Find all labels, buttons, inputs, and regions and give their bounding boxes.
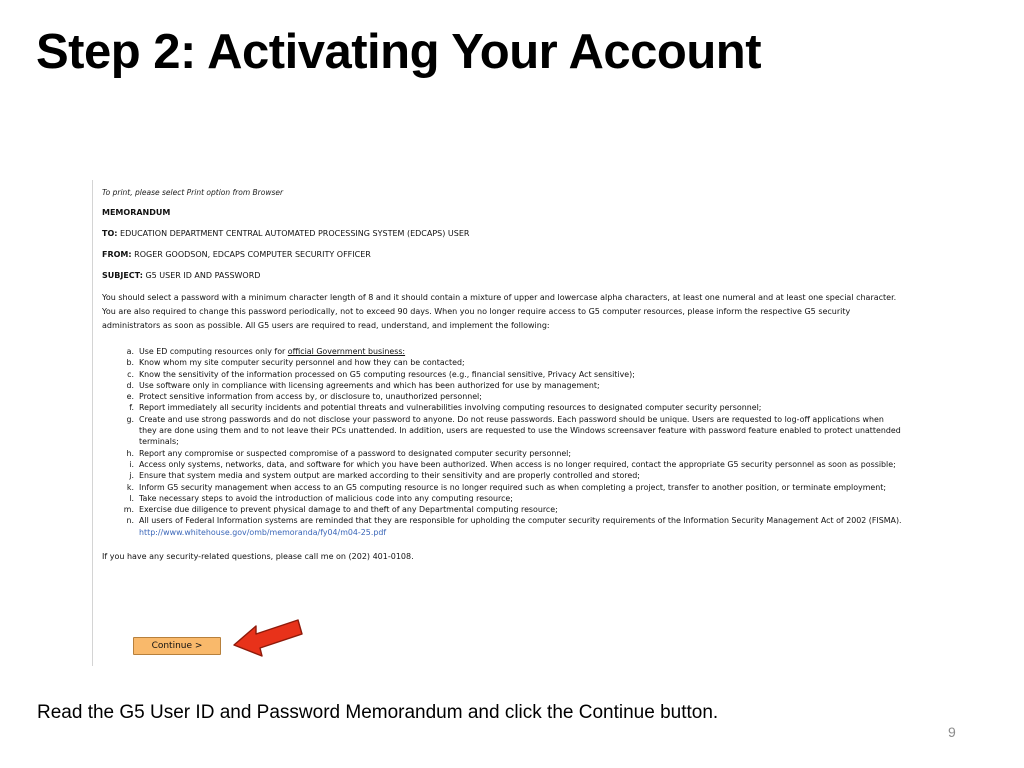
slide-caption: Read the G5 User ID and Password Memorandum and click the Continue button. — [37, 702, 719, 723]
item-text: Exercise due diligence to prevent physical damage to and theft of any Departmental computing resource; — [139, 505, 558, 515]
memo-screenshot — [92, 180, 913, 666]
memo-heading — [102, 207, 902, 218]
page-number: 9 — [948, 724, 956, 740]
list-item — [112, 459, 902, 470]
item-letter: l. — [129, 493, 134, 503]
list-item — [112, 448, 902, 459]
to-value: EDUCATION DEPARTMENT CENTRAL AUTOMATED PROCESSING SYSTEM (EDCAPS) USER — [120, 229, 470, 238]
item-text: All users of Federal Information systems are reminded that they are responsible for upholding the computer security requirements of the Information Security Management Act of 2002 (FISMA). — [139, 516, 902, 526]
red-arrow-icon — [232, 618, 304, 658]
memo-subject — [102, 270, 902, 281]
item-text: Protect sensitive information from access by, or disclosure to, unauthorized personnel; — [139, 392, 482, 402]
item-letter: g. — [126, 414, 134, 424]
list-item — [112, 504, 902, 515]
memo-heading-text: MEMORANDUM — [102, 208, 171, 217]
item-letter: d. — [126, 380, 134, 390]
item-text: Know whom my site computer security personnel and how they can be contacted; — [139, 358, 465, 368]
requirements-list — [112, 346, 902, 538]
item-text: Create and use strong passwords and do not disclose your password to anyone. Do not reuse passwords. Each password should be unique. Users are requested to log-off applications when they are done using them and to not leave their PCs unattended. In addition, users are requested to use the Windows screensaver feature with password feature enabled to protect unattended terminals; — [139, 414, 901, 447]
item-text: Access only systems, networks, data, and software for which you have been authorized. When access is no longer required, contact the appropriate G5 security personnel as soon as possible; — [139, 459, 896, 469]
item-letter: a. — [126, 347, 134, 356]
slide-title: Step 2: Activating Your Account — [36, 25, 762, 79]
list-item — [112, 414, 902, 448]
list-item — [112, 470, 902, 481]
list-item — [112, 380, 902, 391]
list-item — [112, 391, 902, 402]
memo-to — [102, 228, 902, 239]
item-text: Use software only in compliance with licensing agreements and which has been authorized for use by management; — [139, 380, 600, 390]
item-letter: m. — [123, 505, 134, 515]
item-text: Report immediately all security incidents and potential threats and vulnerabilities involving computing resources to designated computer security personnel; — [139, 403, 762, 413]
memo-from — [102, 249, 902, 260]
subject-value: G5 USER ID AND PASSWORD — [145, 271, 261, 280]
item-letter: i. — [129, 459, 134, 469]
contact-note: If you have any security-related questions, please call me on (202) 401-0108. — [102, 552, 414, 562]
subject-label: SUBJECT: — [102, 271, 143, 280]
to-label: TO: — [102, 229, 118, 238]
item-letter: h. — [126, 448, 134, 458]
item-text: Take necessary steps to avoid the introduction of malicious code into any computing resource; — [139, 493, 513, 503]
item-letter: e. — [126, 392, 134, 402]
list-item — [112, 515, 902, 538]
memo-body — [102, 188, 902, 561]
item-text: Report any compromise or suspected compromise of a password to designated computer security personnel; — [139, 448, 572, 458]
fisma-link[interactable]: http://www.whitehouse.gov/omb/memoranda/fy04/m04-25.pdf — [139, 527, 387, 537]
list-item — [112, 402, 902, 413]
item-letter: b. — [126, 358, 134, 368]
list-item — [112, 369, 902, 380]
red-arrow-shape — [234, 620, 302, 656]
item-letter: f. — [129, 403, 134, 413]
list-item — [112, 357, 902, 368]
item-text: Inform G5 security management when access to an G5 computing resource is no longer required such as when completing a project, transfer to another position, or terminate employment; — [139, 482, 887, 492]
from-value: ROGER GOODSON, EDCAPS COMPUTER SECURITY OFFICER — [134, 250, 371, 259]
item-text: Know the sensitivity of the information processed on G5 computing resources (e.g., financial sensitive, Privacy Act sensitive); — [139, 369, 635, 379]
item-text: Ensure that system media and system output are marked according to their sensitivity and are properly controlled and stored; — [139, 471, 640, 481]
official-business-link[interactable]: official Government business: — [287, 347, 406, 356]
list-item — [112, 482, 902, 493]
print-note: To print, please select Print option from Browser — [102, 188, 284, 197]
item-letter: n. — [126, 516, 134, 526]
item-letter: j. — [129, 471, 134, 481]
item-letter: k. — [126, 482, 134, 492]
item-letter: c. — [127, 369, 134, 379]
from-label: FROM: — [102, 250, 132, 259]
item-text: Use ED computing resources only for — [139, 347, 288, 356]
memo-intro: You should select a password with a minimum character length of 8 and it should contain a mixture of upper and lowercase alpha characters, at least one numeral and at least one special character. You are also required to change this password periodically, not to exceed 90 days. When you no longer require access to G5 computer resources, please inform the respective G5 security administrators as soon as possible. All G5 users are required to read, understand, and implement the following: — [102, 293, 897, 330]
list-item — [112, 346, 902, 357]
continue-button[interactable]: Continue > — [133, 637, 221, 655]
list-item — [112, 493, 902, 504]
